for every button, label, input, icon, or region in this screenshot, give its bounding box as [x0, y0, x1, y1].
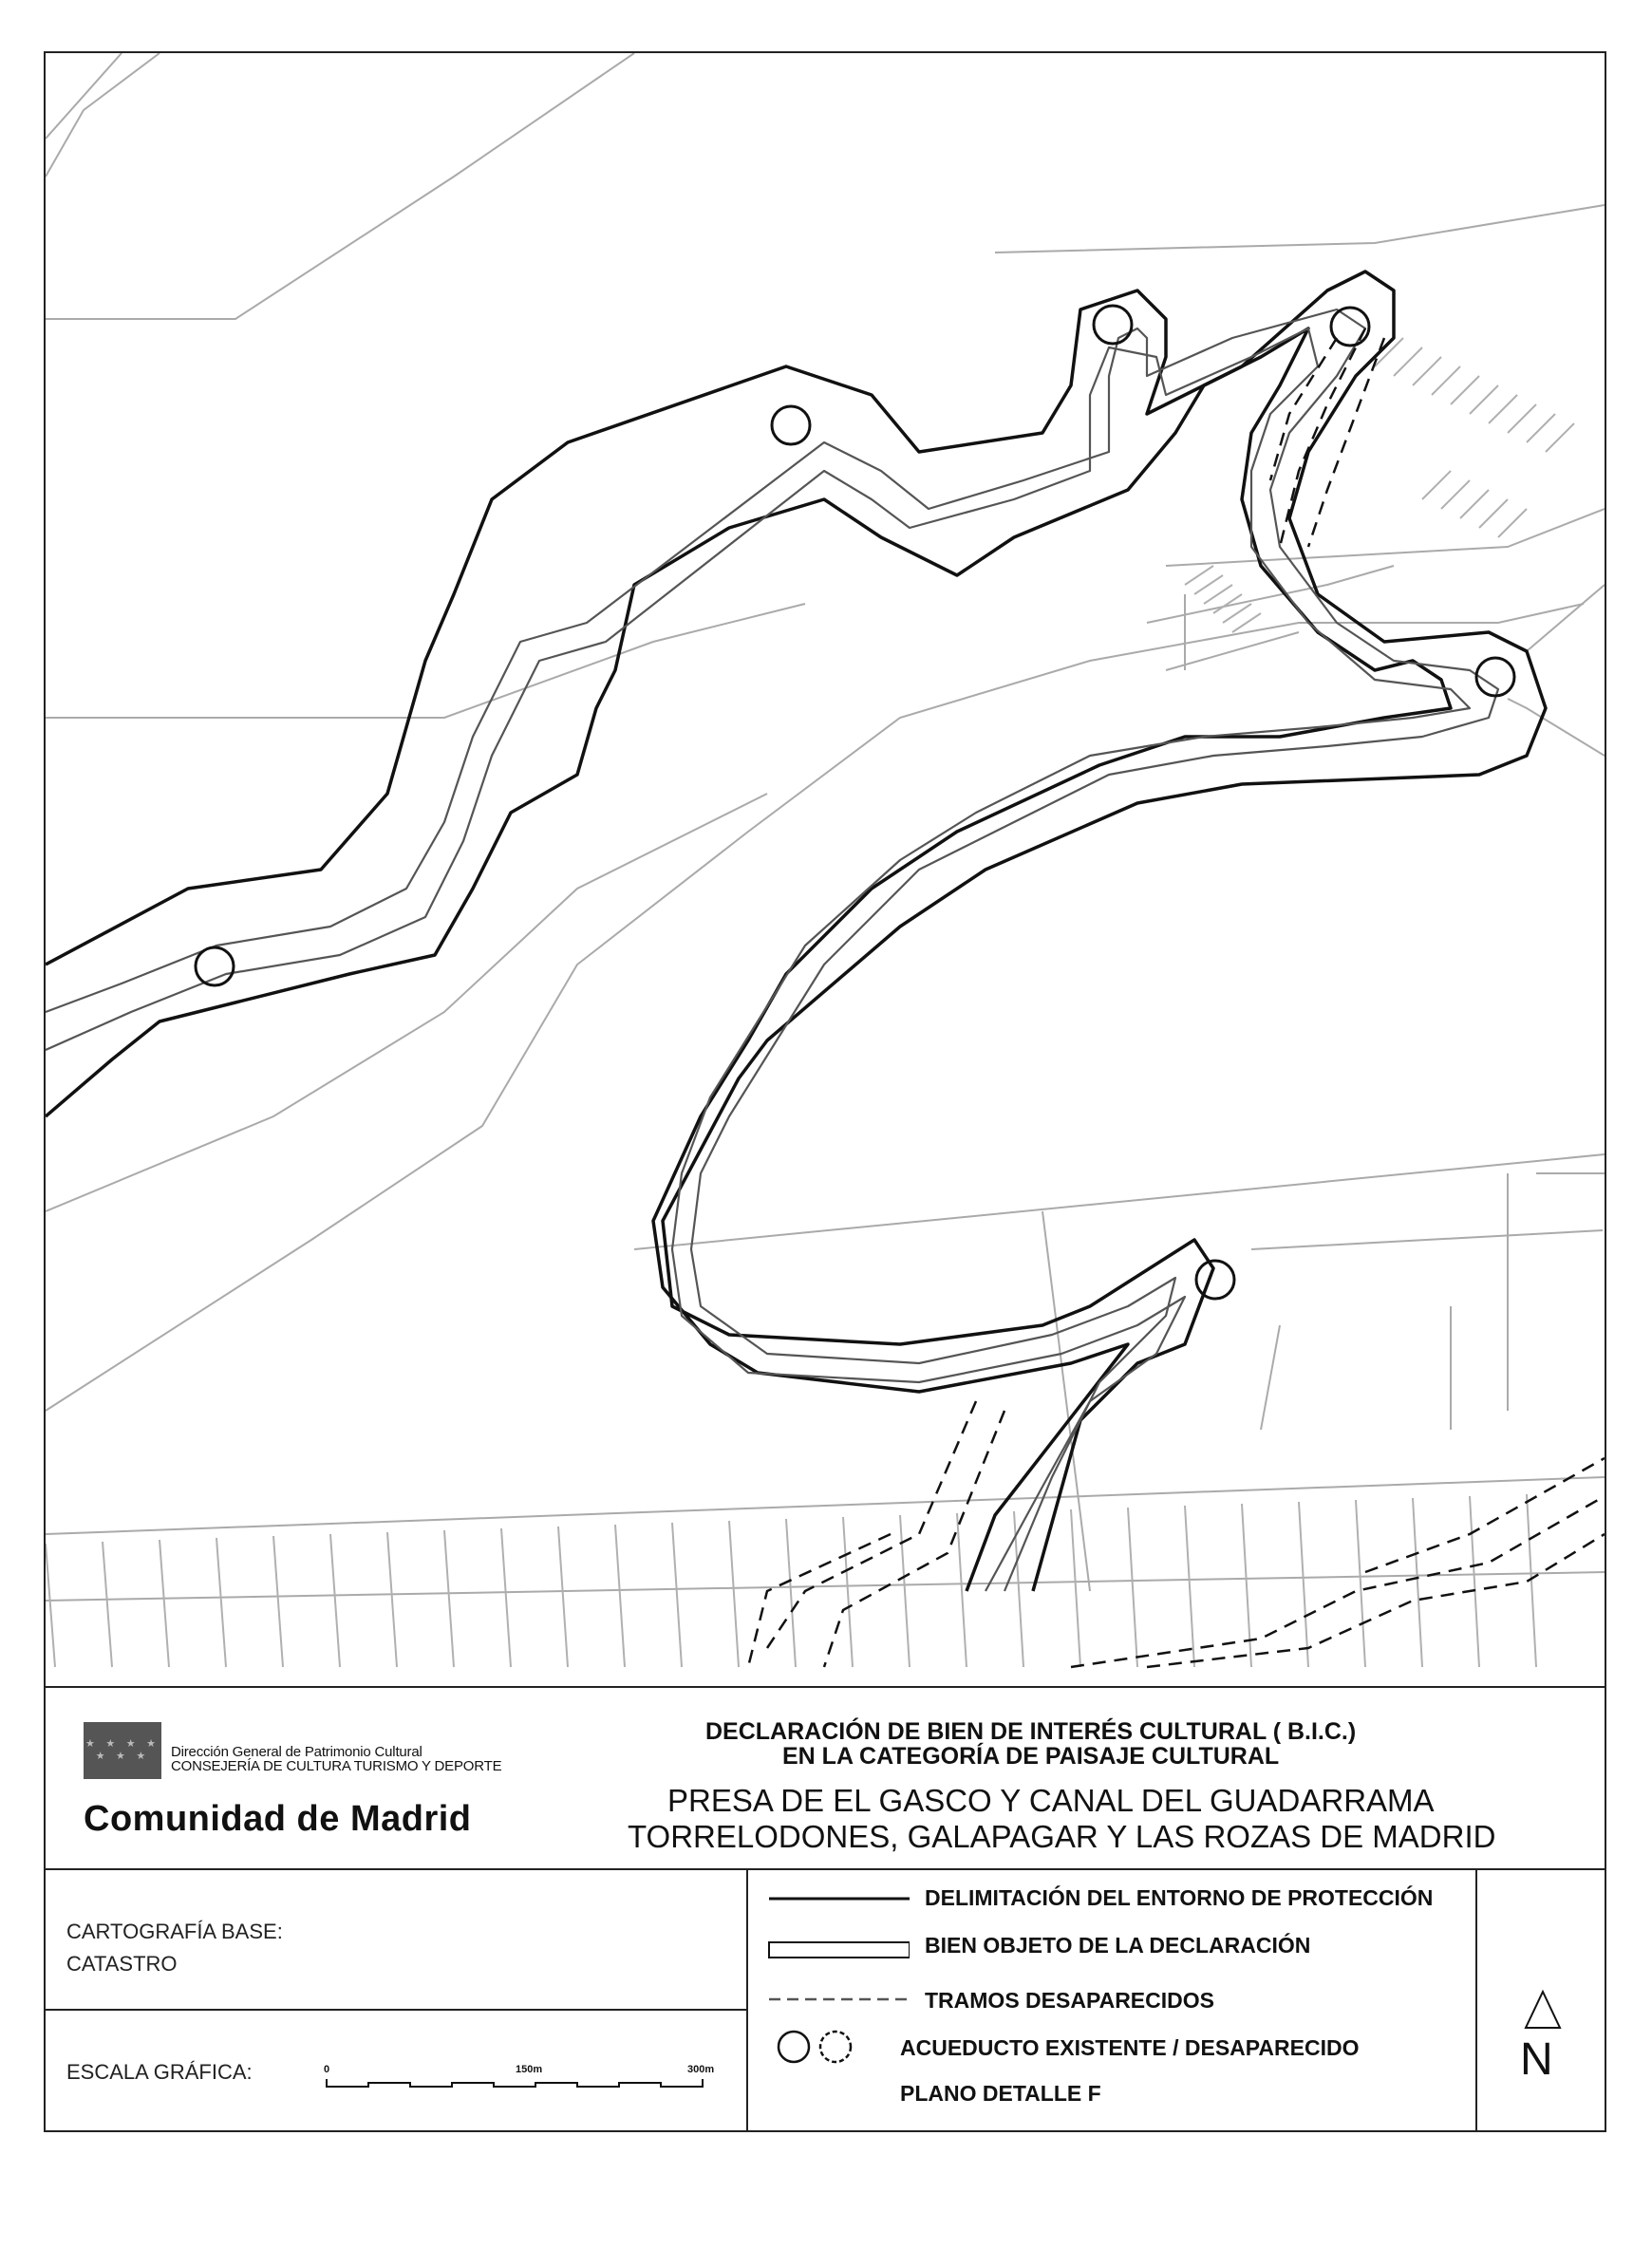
project-title: PRESA DE EL GASCO Y CANAL DEL GUADARRAMA — [667, 1783, 1435, 1818]
municipalities-title: TORRELODONES, GALAPAGAR Y LAS ROZAS DE MADRID — [628, 1819, 1496, 1854]
star-icons: ★ ★ ★ ★ ★ ★ ★ — [85, 1737, 160, 1762]
map-sheet — [44, 51, 1606, 2132]
base-cartography-label: CARTOGRAFÍA BASE: — [66, 1920, 283, 1943]
north-arrow-icon — [1522, 1990, 1564, 2032]
legend-label-disappeared: TRAMOS DESAPARECIDOS — [925, 1988, 1214, 2013]
map-panel — [46, 53, 1605, 1686]
map-bottom-border — [46, 1686, 1605, 1688]
scale-tick-300: 300m — [687, 2064, 715, 2075]
legend-aqueduct-existing-icon — [779, 2032, 809, 2062]
base-cartography-value: CATASTRO — [66, 1952, 178, 1976]
info-legend-divider — [746, 1868, 748, 2132]
canal-map — [46, 53, 1605, 1686]
info-row-divider — [46, 2009, 748, 2011]
aqueduct-markers — [196, 306, 1514, 1299]
scale-tick-0: 0 — [324, 2064, 330, 2075]
legend-label-boundary: DELIMITACIÓN DEL ENTORNO DE PROTECCIÓN — [925, 1885, 1434, 1910]
declared-canal — [46, 309, 1498, 1591]
organization-name: Comunidad de Madrid — [84, 1799, 472, 1839]
legend-aqueduct-lost-icon — [820, 2032, 851, 2062]
directorate-label: Dirección General de Patrimonio Cultural — [171, 1744, 422, 1760]
legend-label-aqueduct: ACUEDUCTO EXISTENTE / DESAPARECIDO — [900, 2035, 1360, 2060]
scale-label: ESCALA GRÁFICA: — [66, 2060, 253, 2084]
comunidad-madrid-logo — [84, 1722, 161, 1779]
ministry-label: CONSEJERÍA DE CULTURA TURISMO Y DEPORTE — [171, 1758, 502, 1774]
declaration-line-2: EN LA CATEGORÍA DE PAISAJE CULTURAL — [782, 1743, 1280, 1770]
legend-north-divider — [1475, 1868, 1477, 2132]
declaration-line-1: DECLARACIÓN DE BIEN DE INTERÉS CULTURAL ( B.I.C.) — [705, 1718, 1357, 1745]
cadastral-base — [46, 53, 1605, 1601]
title-bottom-border — [46, 1868, 1605, 1870]
disappeared-sections — [748, 328, 1605, 1667]
scale-tick-150: 150m — [516, 2064, 543, 2075]
protection-boundary — [46, 272, 1546, 1591]
plan-detail-label: PLANO DETALLE F — [900, 2081, 1101, 2106]
north-letter: N — [1520, 2034, 1553, 2085]
legend-label-declared: BIEN OBJETO DE LA DECLARACIÓN — [925, 1933, 1311, 1958]
legend-double-line-box — [769, 1942, 910, 1958]
legend-symbols — [767, 1883, 910, 2073]
